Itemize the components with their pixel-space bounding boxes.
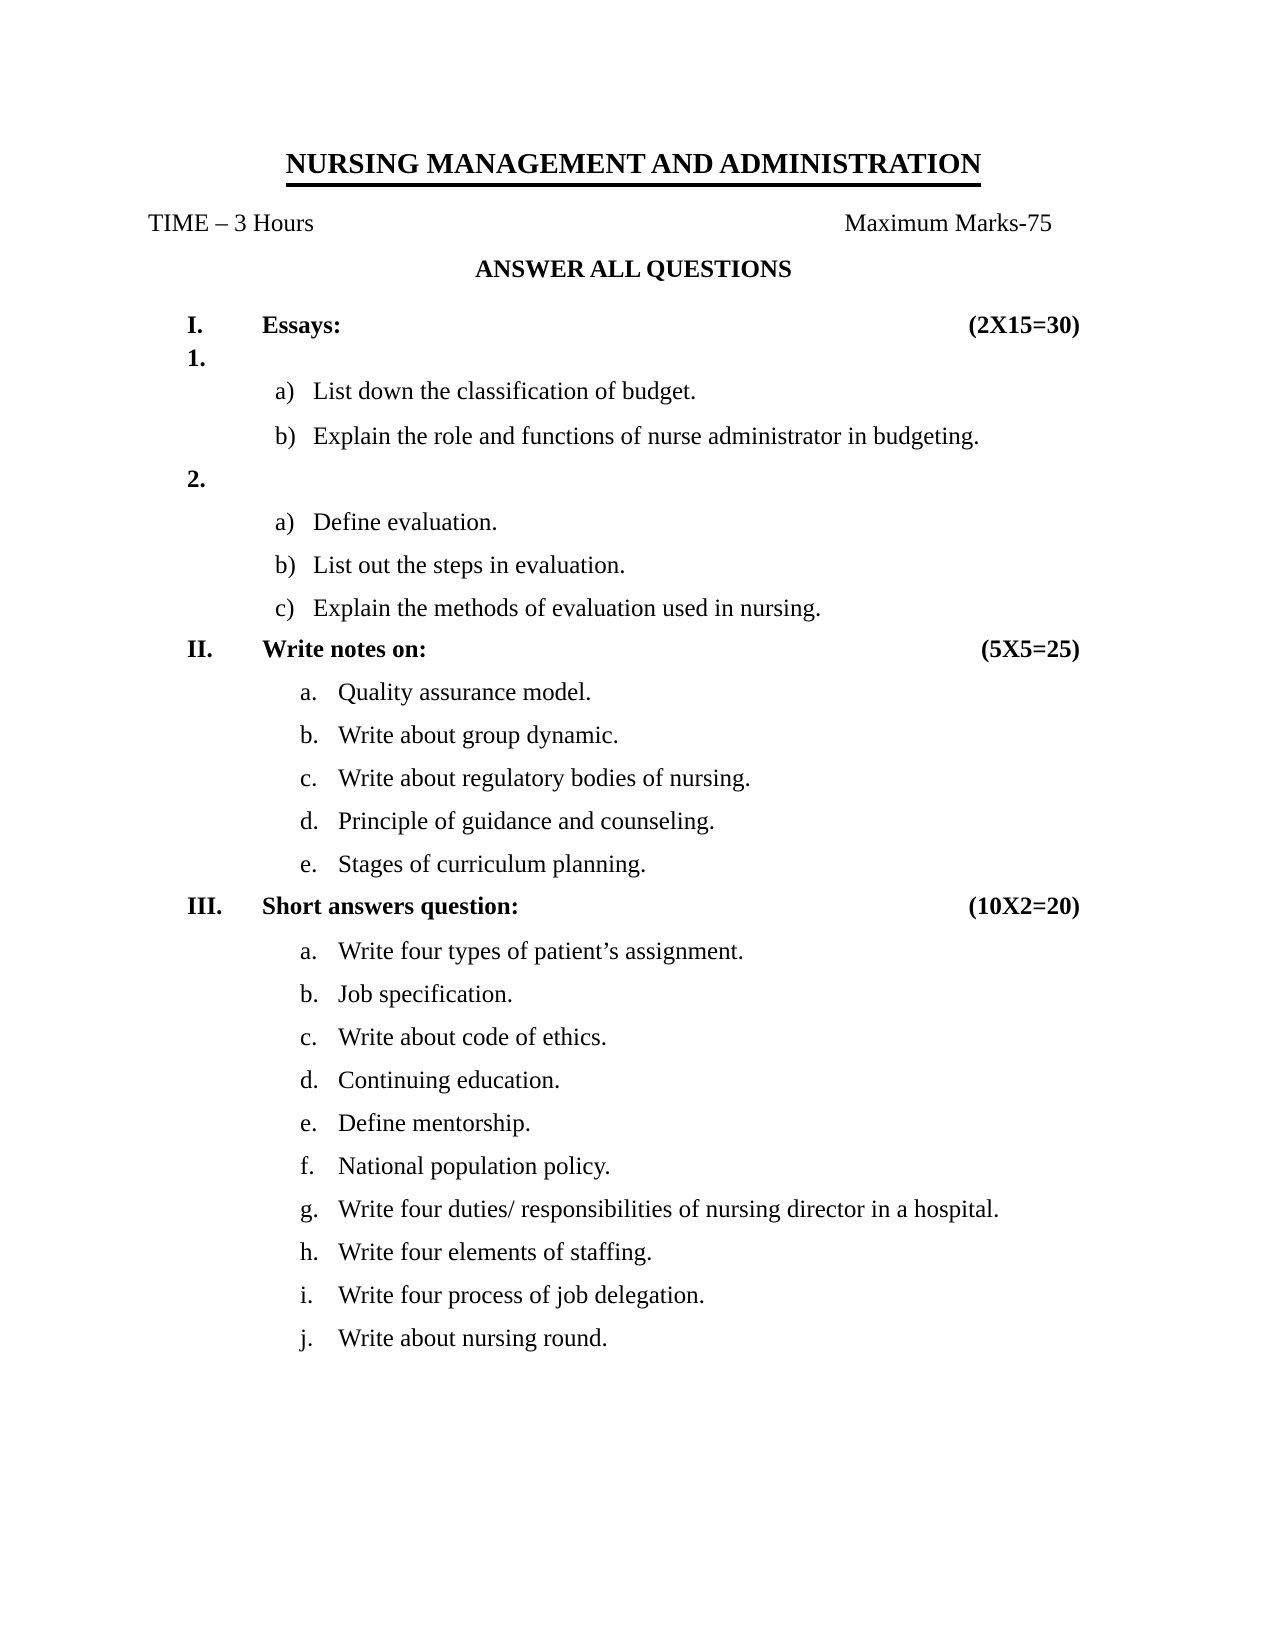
question-item: [187, 757, 1080, 800]
question-item: [187, 415, 1080, 458]
question-item: [187, 1188, 1080, 1231]
item-marker: i.: [300, 1282, 314, 1309]
item-marker: c.: [300, 765, 318, 792]
question-item: [187, 1231, 1080, 1274]
question-item: [187, 1145, 1080, 1188]
item-marker: e.: [300, 851, 318, 878]
item-marker: b.: [300, 722, 319, 749]
item-text: Write about group dynamic.: [338, 722, 619, 749]
item-text: Write about code of ethics.: [338, 1024, 608, 1051]
section-heading-essays: [187, 304, 1080, 347]
item-text: Write four duties/ responsibilities of nursing director in a hospital.: [338, 1196, 1000, 1223]
item-marker: a.: [300, 679, 318, 706]
item-marker: c): [275, 595, 295, 622]
item-marker: b.: [300, 981, 319, 1008]
question-item: [187, 370, 1080, 413]
item-marker: a.: [300, 938, 318, 965]
item-marker: h.: [300, 1239, 319, 1266]
section-numeral: I.: [187, 312, 203, 339]
item-marker: g.: [300, 1196, 319, 1223]
question-item: [187, 843, 1080, 886]
exam-paper-content: [148, 146, 1080, 1360]
item-text: National population policy.: [338, 1153, 611, 1180]
question-number-2: 2.: [187, 466, 206, 493]
item-text: Write about nursing round.: [338, 1325, 608, 1352]
item-text: Write four elements of staffing.: [338, 1239, 653, 1266]
question-item: [187, 671, 1080, 714]
item-marker: e.: [300, 1110, 318, 1137]
section-marks: (2X15=30): [968, 312, 1080, 339]
question-item: [187, 587, 1080, 630]
question-item: [187, 800, 1080, 843]
question-item: [187, 1102, 1080, 1145]
item-text: List down the classification of budget.: [313, 378, 697, 405]
item-marker: d.: [300, 1067, 319, 1094]
item-text: Define mentorship.: [338, 1110, 532, 1137]
section-heading-short-answers: [187, 885, 1080, 928]
question-item: [187, 973, 1080, 1016]
item-text: Write about regulatory bodies of nursing.: [338, 765, 751, 792]
question-item: [187, 1059, 1080, 1102]
time-marks-row: [148, 202, 1080, 245]
item-text: Explain the methods of evaluation used in nursing.: [313, 595, 822, 622]
item-text: List out the steps in evaluation.: [313, 552, 626, 579]
item-text: Write four process of job delegation.: [338, 1282, 705, 1309]
section-label: Essays:: [262, 312, 342, 339]
section-marks: (10X2=20): [968, 893, 1080, 920]
item-marker: b): [275, 423, 296, 450]
section-label: Write notes on:: [262, 636, 427, 663]
item-marker: f.: [300, 1153, 315, 1180]
item-text: Write four types of patient’s assignment.: [338, 938, 744, 965]
item-marker: c.: [300, 1024, 318, 1051]
question-item: [187, 930, 1080, 973]
section-heading-notes: [187, 628, 1080, 671]
item-text: Define evaluation.: [313, 509, 498, 536]
item-text: Stages of curriculum planning.: [338, 851, 647, 878]
item-marker: a): [275, 378, 295, 405]
item-text: Job specification.: [338, 981, 513, 1008]
item-marker: j.: [300, 1325, 314, 1352]
item-marker: d.: [300, 808, 319, 835]
section-numeral: III.: [187, 893, 223, 920]
section-marks: (5X5=25): [981, 636, 1080, 663]
question-item: [187, 1274, 1080, 1317]
time-allowed: TIME – 3 Hours: [148, 210, 314, 237]
question-item: [187, 501, 1080, 544]
question-number-1: 1.: [187, 345, 206, 372]
item-text: Principle of guidance and counseling.: [338, 808, 715, 835]
exam-title: NURSING MANAGEMENT AND ADMINISTRATION: [286, 146, 982, 187]
question-item: [187, 544, 1080, 587]
question-item: [187, 714, 1080, 757]
max-marks: Maximum Marks-75: [844, 210, 1052, 237]
question-item: [187, 1016, 1080, 1059]
item-text: Explain the role and functions of nurse administrator in budgeting.: [313, 423, 980, 450]
item-text: Continuing education.: [338, 1067, 561, 1094]
instruction: ANSWER ALL QUESTIONS: [475, 256, 792, 283]
item-marker: a): [275, 509, 295, 536]
item-marker: b): [275, 552, 296, 579]
section-label: Short answers question:: [262, 893, 519, 920]
section-numeral: II.: [187, 636, 213, 663]
title-row: [187, 146, 1080, 187]
item-text: Quality assurance model.: [338, 679, 592, 706]
question-item: [187, 1317, 1080, 1360]
